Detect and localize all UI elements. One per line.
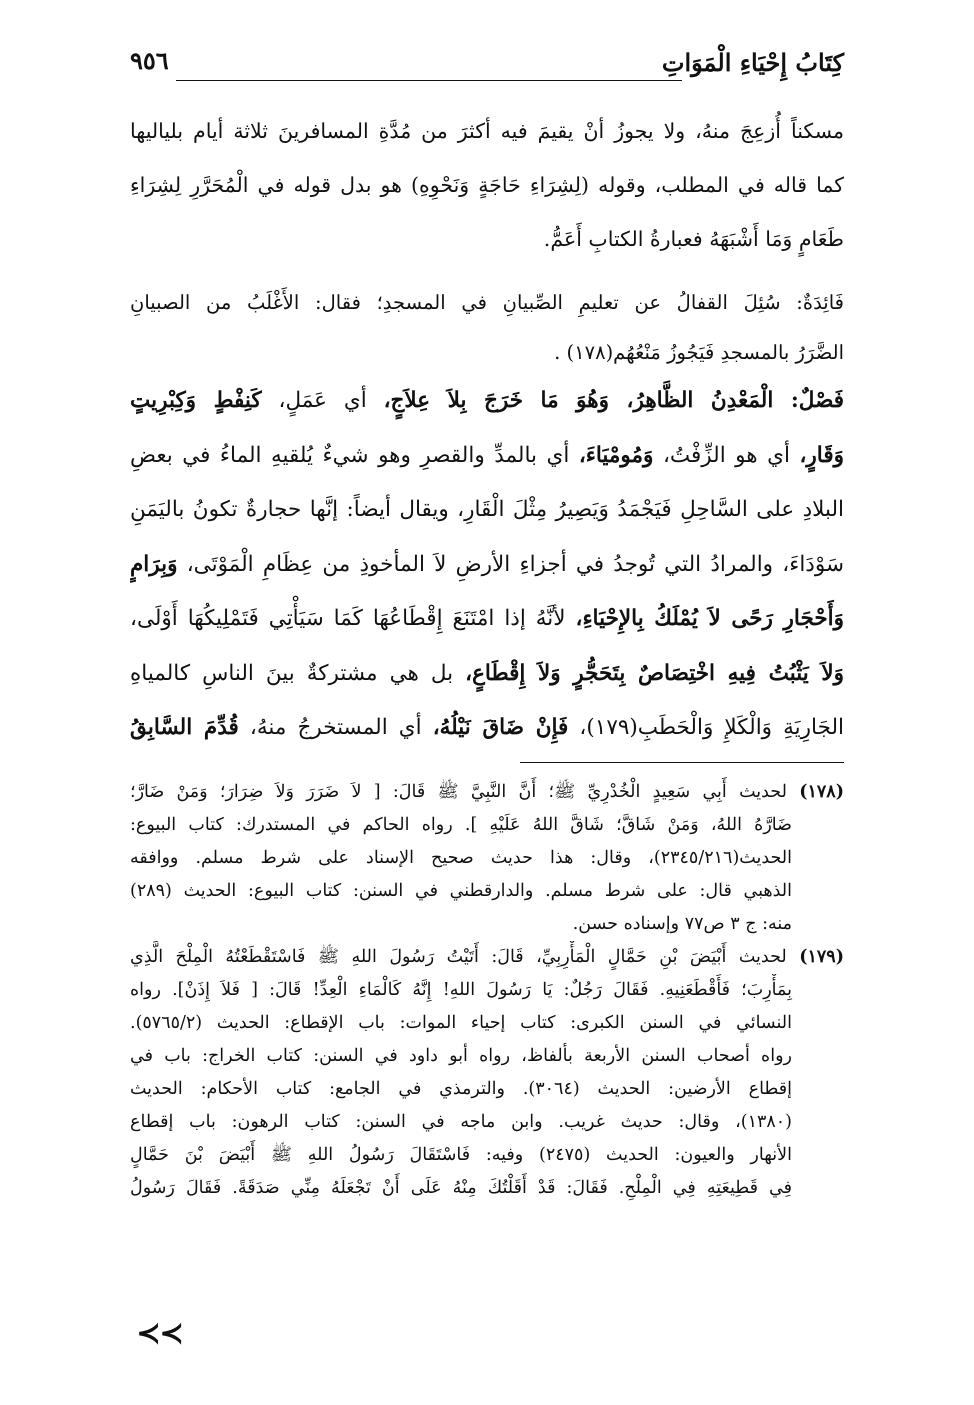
footnote-line: بِمَأْرِبَ؛ فَأَقْطَعَنِيهِ. فَقَالَ رَجُلٌ: يَا رَسُولَ اللهِ! إِنَّهُ كَالْمَاءِ الْعِدِّ! قَالَ: [ فَلاَ إِذَنْ]. رواه	[130, 980, 792, 1000]
sharh-text: أي عَمَلٍ،	[261, 388, 384, 413]
matn-text: كَنِفْطٍ وَكِبْرِيتٍ	[130, 388, 262, 413]
matn-text: وَأَحْجَارِ رَحًى لاَ يُمْلَكُ بِالإِحْيَاءِ،	[575, 606, 844, 631]
footnote-text: لحديث أَبِي سَعِيدٍ الْخُدْرِيِّ ﷺ؛ أَنَّ النَّبِيَّ ﷺ قَالَ: [ لاَ ضَرَرَ وَلاَ ضِرَارَ؛ وَمَنْ ضَارَّ؛	[130, 782, 787, 802]
footnote-line: رواه أصحاب السنن الأربعة بألفاظ، رواه أبو داود في السنن: كتاب الخراج: باب في	[130, 1046, 792, 1066]
fasl-paragraph	[130, 374, 844, 756]
sharh-text: الجَارِيَةِ وَالْكَلإِ وَالْحَطَبِ(١٧٩)،	[568, 715, 844, 740]
footnote-number: (١٧٩)	[799, 947, 844, 967]
chapter-title: كِتَابُ إِحْيَاءِ الْمَوَاتِ	[661, 48, 844, 77]
sharh-text: بل هي مشتركةٌ بينَ الناسِ كالمياهِ	[130, 660, 466, 686]
running-header	[130, 44, 844, 84]
continuation-mark: ≺≺	[136, 1316, 183, 1351]
matn-text: قُدِّمَ السَّابِقُ	[130, 715, 239, 740]
footnotes	[130, 776, 844, 1205]
matn-text: وَقَارٍ،	[799, 442, 844, 468]
faidah-paragraph	[130, 278, 844, 378]
sharh-text: أي بالمدِّ والقصرِ وهو شيءٌ يُلقيهِ الماءُ في بعضِ	[130, 442, 579, 468]
matn-text: وَلاَ يَثْبُتُ فِيهِ اخْتِصَاصٌ بِتَحَجُّرٍ وَلاَ إِقْطَاعٍ،	[465, 660, 844, 686]
footnote-line	[130, 941, 844, 974]
footnote-line: فِي قَطِيعَتِهِ فِي الْمِلْحِ. فَقَالَ: قَدْ أَقَلْتُكَ مِنْهُ عَلَى أَنْ تَجْعَلَهُ مِنِّي صَدَقَةً. فَقَالَ رَسُولُ	[130, 1178, 792, 1198]
sharh-text: أي هو الزِّفْتُ،	[653, 442, 800, 468]
text-line	[130, 647, 844, 702]
text-line: مسكناً أُزعِجَ منهُ، ولا يجوزُ أنْ يقيمَ فيه أكثرَ من مُدَّةِ المسافرينَ ثلاثة أيام بلياليها	[130, 119, 844, 143]
text-line	[130, 592, 844, 647]
matn-text: وَمُومْيَاءَ،	[578, 442, 654, 468]
sharh-text: أي المستخرجُ منهُ،	[238, 715, 433, 740]
text-line: الضَّرَرُ بالمسجدِ فَيَجُوزُ مَنْعُهُم(١٧٨) .	[554, 341, 844, 364]
text-line: طَعَامٍ وَمَا أَشْبَهَهُ فعبارةُ الكتابِ أَعَمُّ.	[543, 227, 844, 251]
text-line: فَائِدَةٌ: سُئِلَ القفالُ عن تعليمِ الصِّبيانِ في المسجدِ؛ فقال: الأَغْلَبُ من الصبيانِ	[130, 291, 844, 314]
footnote-line: الذهبي قال: على شرط مسلم. والدارقطني في السنن: كتاب البيوع: الحديث (٢٨٩)	[130, 881, 792, 901]
sharh-text: سَوْدَاءَ، والمرادُ التي تُوجدُ في أجزاءِ الأرضِ لاَ المأخوذِ من عِظَامِ الْمَوْتَى،	[177, 551, 844, 577]
matn-text: وَبِرَامٍ	[130, 551, 178, 577]
footnote-line	[130, 776, 844, 809]
footnote-line: ضَارَّهُ اللهُ، وَمَنْ شَاقَّ؛ شَاقَّ اللهُ عَلَيْهِ ]. رواه الحاكم في المستدرك: كتاب البيوع:	[130, 815, 792, 835]
matn-text: فَإِنْ ضَاقَ نَيْلُهُ،	[432, 715, 569, 740]
matn-text: فَصْلٌ: الْمَعْدِنُ الظَّاهِرُ، وَهُوَ مَا خَرَجَ بِلاَ عِلاَجٍ،	[383, 388, 844, 413]
footnote-line: منه: ج ٣ ص٧٧ وإسناده حسن.	[572, 914, 792, 934]
footnote-separator	[520, 762, 844, 763]
sharh-text: لأنَّهُ إذا امْتَنَعَ إِقْطَاعُهَا كَمَا سَيَأْتِي فَتَمْلِيكُهَا أَوْلَى،	[130, 606, 576, 631]
text-line	[130, 701, 844, 756]
text-line	[130, 374, 844, 429]
footnote-line: (١٣٨٠)، وقال: حديث غريب. وابن ماجه في السنن: كتاب الرهون: باب إقطاع	[130, 1112, 792, 1132]
footnote-text: لحديث أَبْيَضَ بْنِ حَمَّالٍ الْمَأْرِبِيِّ، قَالَ: أَتَيْتُ رَسُولَ اللهِ ﷺ فَاسْتَقْطَعْتُهُ الْمِلْحَ الَّذِي	[130, 947, 787, 967]
footnote-line: إقطاع الأرضين: الحديث (٣٠٦٤). والترمذي في الجامع: كتاب الأحكام: الحديث	[130, 1079, 792, 1099]
header-rule	[176, 80, 682, 81]
page-number: ٩٥٦	[130, 46, 169, 75]
text-line	[130, 538, 844, 593]
text-line: البلادِ على السَّاحِلِ فَيَجْمَدُ وَيَصِيرُ مِثْلَ الْقَارِ، ويقال أيضاً: إنَّها حجارةٌ تكونُ باليَمَنِ	[130, 497, 844, 522]
text-line: كما قاله في المطلب، وقوله (لِشِرَاءِ حَاجَةٍ وَنَحْوِهِ) هو بدل قوله في الْمُحَرَّرِ لِشِرَاءِ	[130, 173, 844, 197]
footnote-line: الأنهار والعيون: الحديث (٢٤٧٥) وفيه: فَاسْتَقَالَ رَسُولُ اللهِ ﷺ أَبْيَضَ بْنَ حَمَّالٍ	[130, 1145, 792, 1165]
text-line	[130, 429, 844, 484]
intro-paragraph	[130, 104, 844, 266]
footnote-number: (١٧٨)	[799, 782, 844, 802]
footnote-line: الحديث(٢٣٤٥/٢١٦)، وقال: هذا حديث صحيح الإسناد على شرط مسلم. ووافقه	[130, 848, 792, 868]
footnote-line: النسائي في السنن الكبرى: كتاب إحياء الموات: باب الإقطاع: الحديث (٥٧٦٥/٢).	[130, 1013, 792, 1033]
